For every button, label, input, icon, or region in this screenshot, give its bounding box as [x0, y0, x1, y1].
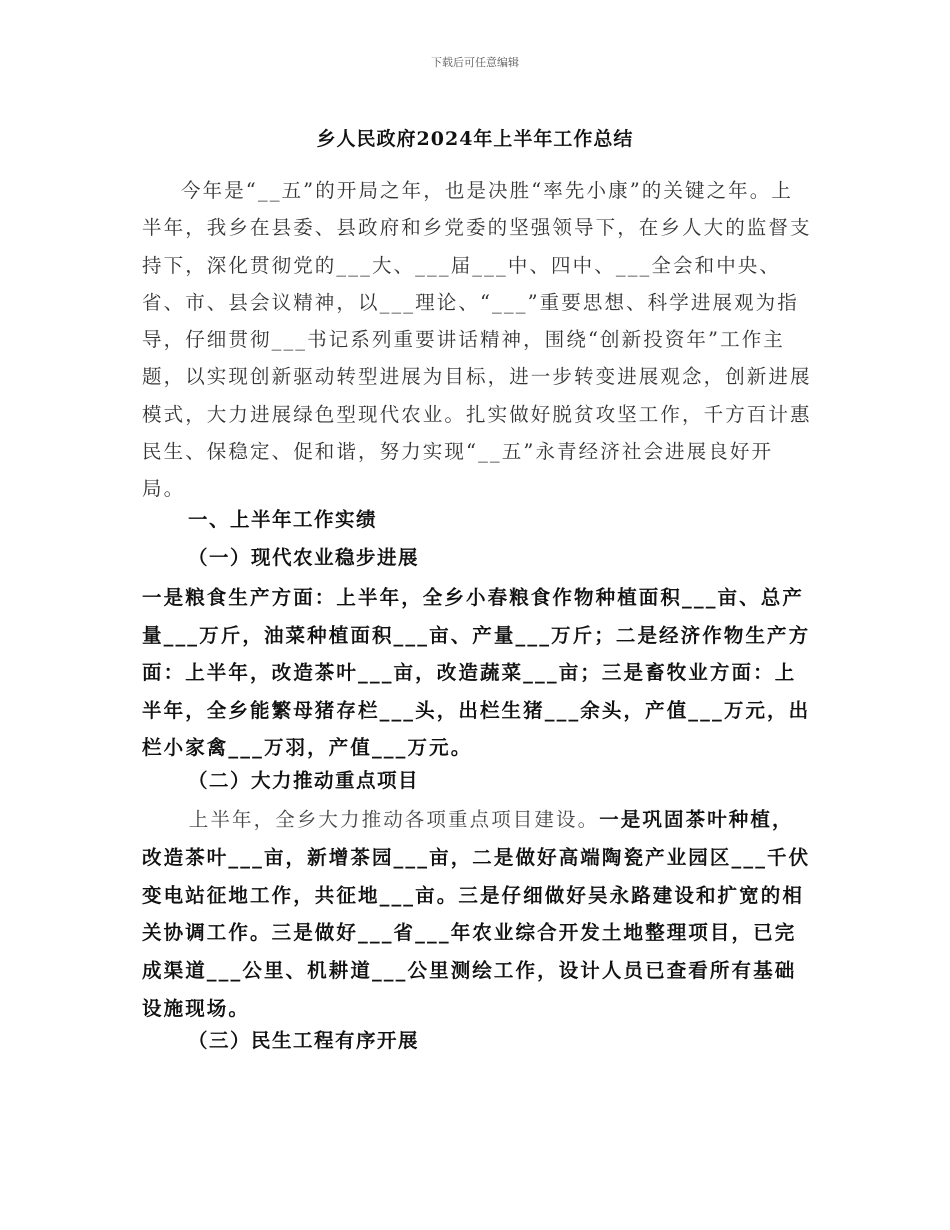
subsection-heading-1: （一）现代农业稳步进展 [188, 546, 420, 569]
section-heading-1: 一、上半年工作实绩 [188, 508, 378, 531]
projects-lead-text: 上半年，全乡大力推动各项重点项目建设。 [188, 808, 600, 831]
subsection-heading-2: （二）大力推动重点项目 [188, 769, 420, 792]
projects-paragraph [142, 801, 812, 1028]
projects-detail-text: 一是巩固茶叶种植，改造茶叶___亩，新增茶园___亩，二是做好高端陶瓷产业园区___千伏变电站征地工作，共征地___亩。三是仔细做好吴永路建设和扩宽的相关协调工作。三是做好___省___年农业综合开发土地整理项目，已完成渠道___公里、机耕道___公里测绘工作，设计人员已查看所有基础设施现场。 [142, 808, 811, 1020]
header-note: 下载后可任意编辑 [431, 56, 519, 69]
agriculture-paragraph: 一是粮食生产方面：上半年，全乡小春粮食作物种植面积___亩、总产量___万斤，油菜种植面积___亩、产量___万斤；二是经济作物生产方面：上半年，改造茶叶___亩，改造蔬菜___亩；三是畜牧业方面：上半年，全乡能繁母猪存栏___头，出栏生猪___余头，产值___万元，出栏小家禽___万羽，产值___万元。 [142, 586, 811, 759]
subsection-heading-3: （三）民生工程有序开展 [188, 1029, 420, 1052]
intro-paragraph: 今年是“__五”的开局之年，也是决胜“率先小康”的关键之年。上半年，我乡在县委、县政府和乡党委的坚强领导下，在乡人大的监督支持下，深化贯彻党的___大、___届___中、四中、___全会和中央、省、市、县会议精神，以___理论、“___”重要思想、科学进展观为指导，仔细贯彻___书记系列重要讲话精神，围绕“创新投资年”工作主题，以实现创新驱动转型进展为目标，进一步转变进展观念，创新进展模式，大力进展绿色型现代农业。扎实做好脱贫攻坚工作，千方百计惠民生、保稳定、促和谐，努力实现“__五”永青经济社会进展良好开局。 [142, 179, 812, 501]
document-title: 乡人民政府2024年上半年工作总结 [316, 128, 634, 150]
